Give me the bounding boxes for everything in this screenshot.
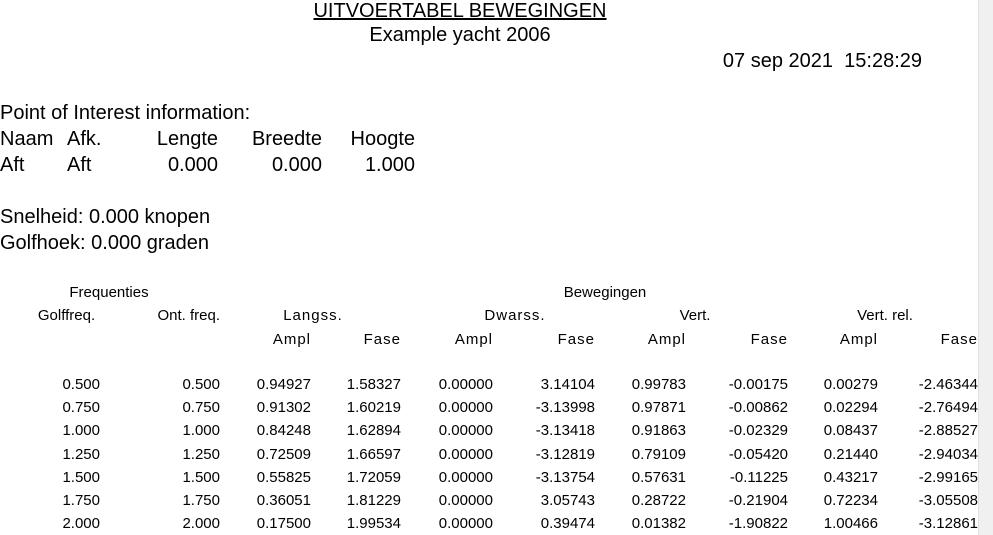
col-golffreq: Golffreq. bbox=[37, 307, 96, 324]
cell-dwarss-fase: -3.13754 bbox=[535, 469, 595, 486]
cell-golffreq: 0.750 bbox=[62, 399, 100, 416]
cell-golffreq: 0.500 bbox=[62, 376, 100, 393]
poi-breedte-value: 0.000 bbox=[271, 154, 322, 176]
cell-golffreq: 1.750 bbox=[62, 492, 100, 509]
cell-langss-ampl: 0.55825 bbox=[256, 469, 311, 486]
cell-vert-fase: -1.90822 bbox=[728, 515, 788, 532]
cell-vert-ampl: 0.97871 bbox=[631, 399, 686, 416]
cell-dwarss-fase: -3.13418 bbox=[535, 422, 595, 439]
cell-dwarss-fase: 3.14104 bbox=[540, 376, 595, 393]
sub-header-vertrel-ampl: Ampl bbox=[839, 331, 878, 348]
sub-header-dwarss-ampl: Ampl bbox=[454, 331, 493, 348]
report-datetime bbox=[723, 50, 922, 73]
cell-ontfreq: 1.250 bbox=[182, 446, 220, 463]
cell-dwarss-ampl: 0.00000 bbox=[438, 446, 493, 463]
sub-header-langss-fase: Fase bbox=[363, 331, 401, 348]
cell-vert-fase: -0.00175 bbox=[728, 376, 788, 393]
cell-vertrel-fase: -2.99165 bbox=[918, 469, 978, 486]
cell-vertrel-fase: -2.76494 bbox=[918, 399, 978, 416]
cell-golffreq: 2.000 bbox=[62, 515, 100, 532]
cell-dwarss-fase: -3.13998 bbox=[535, 399, 595, 416]
cell-vertrel-ampl: 1.00466 bbox=[823, 515, 878, 532]
cell-dwarss-fase: 3.05743 bbox=[540, 492, 595, 509]
cell-vertrel-fase: -2.94034 bbox=[918, 446, 978, 463]
cell-vertrel-fase: -3.05508 bbox=[918, 492, 978, 509]
cell-golffreq: 1.250 bbox=[62, 446, 100, 463]
cell-vertrel-fase: -2.88527 bbox=[918, 422, 978, 439]
vertical-scrollbar[interactable] bbox=[978, 0, 993, 535]
cell-vert-ampl: 0.79109 bbox=[631, 446, 686, 463]
cell-vert-fase: -0.21904 bbox=[728, 492, 788, 509]
report-time: 15:28:29 bbox=[844, 50, 922, 72]
cell-ontfreq: 0.750 bbox=[182, 399, 220, 416]
cell-vert-ampl: 0.01382 bbox=[631, 515, 686, 532]
poi-col-naam: Naam bbox=[0, 128, 54, 150]
poi-afk-value: Aft bbox=[67, 154, 92, 176]
cell-langss-ampl: 0.94927 bbox=[256, 376, 311, 393]
col-ontfreq: Ont. freq. bbox=[157, 307, 220, 324]
cell-vertrel-ampl: 0.43217 bbox=[823, 469, 878, 486]
poi-heading: Point of Interest information: bbox=[0, 102, 251, 124]
cell-dwarss-fase: 0.39474 bbox=[540, 515, 595, 532]
poi-col-afk: Afk. bbox=[67, 128, 102, 150]
cell-vert-ampl: 0.91863 bbox=[631, 422, 686, 439]
col-langss: Langss. bbox=[283, 307, 343, 324]
cell-golffreq: 1.500 bbox=[62, 469, 100, 486]
cell-vertrel-fase: -3.12861 bbox=[918, 515, 978, 532]
poi-lengte-value: 0.000 bbox=[167, 154, 218, 176]
wave-angle-line: Golfhoek: 0.000 graden bbox=[0, 232, 210, 254]
sub-header-vertrel-fase: Fase bbox=[940, 331, 978, 348]
cell-golffreq: 1.000 bbox=[62, 422, 100, 439]
report-subtitle: Example yacht 2006 bbox=[369, 24, 551, 46]
poi-col-breedte: Breedte bbox=[251, 128, 322, 150]
cell-vertrel-fase: -2.46344 bbox=[918, 376, 978, 393]
cell-dwarss-ampl: 0.00000 bbox=[438, 492, 493, 509]
poi-naam-value: Aft bbox=[0, 154, 25, 176]
cell-langss-fase: 1.58327 bbox=[346, 376, 401, 393]
cell-ontfreq: 1.000 bbox=[182, 422, 220, 439]
cell-langss-fase: 1.62894 bbox=[346, 422, 401, 439]
cell-langss-ampl: 0.84248 bbox=[256, 422, 311, 439]
cell-vert-fase: -0.00862 bbox=[728, 399, 788, 416]
poi-hoogte-value: 1.000 bbox=[364, 154, 415, 176]
cell-vert-ampl: 0.99783 bbox=[631, 376, 686, 393]
poi-col-lengte: Lengte bbox=[156, 128, 218, 150]
cell-vertrel-ampl: 0.21440 bbox=[823, 446, 878, 463]
cell-vert-fase: -0.02329 bbox=[728, 422, 788, 439]
poi-col-hoogte: Hoogte bbox=[350, 128, 415, 150]
cell-langss-fase: 1.81229 bbox=[346, 492, 401, 509]
sub-header-langss-ampl: Ampl bbox=[272, 331, 311, 348]
cell-ontfreq: 2.000 bbox=[182, 515, 220, 532]
cell-vert-fase: -0.05420 bbox=[728, 446, 788, 463]
report-date: 07 sep 2021 bbox=[722, 50, 834, 72]
col-dwarss: Dwarss. bbox=[484, 307, 546, 324]
cell-dwarss-ampl: 0.00000 bbox=[438, 469, 493, 486]
cell-ontfreq: 0.500 bbox=[182, 376, 220, 393]
col-vert-rel: Vert. rel. bbox=[857, 307, 913, 324]
cell-dwarss-ampl: 0.00000 bbox=[438, 515, 493, 532]
speed-line: Snelheid: 0.000 knopen bbox=[0, 206, 211, 228]
cell-vert-ampl: 0.57631 bbox=[631, 469, 686, 486]
cell-langss-ampl: 0.72509 bbox=[256, 446, 311, 463]
cell-ontfreq: 1.750 bbox=[182, 492, 220, 509]
cell-langss-fase: 1.99534 bbox=[346, 515, 401, 532]
cell-vertrel-ampl: 0.02294 bbox=[823, 399, 878, 416]
cell-dwarss-ampl: 0.00000 bbox=[438, 422, 493, 439]
cell-langss-fase: 1.72059 bbox=[346, 469, 401, 486]
cell-vert-fase: -0.11225 bbox=[729, 469, 788, 486]
cell-langss-ampl: 0.91302 bbox=[256, 399, 311, 416]
cell-ontfreq: 1.500 bbox=[182, 469, 220, 486]
cell-vert-ampl: 0.28722 bbox=[631, 492, 686, 509]
cell-dwarss-fase: -3.12819 bbox=[535, 446, 595, 463]
cell-langss-fase: 1.60219 bbox=[346, 399, 401, 416]
cell-langss-ampl: 0.17500 bbox=[256, 515, 311, 532]
cell-langss-ampl: 0.36051 bbox=[256, 492, 311, 509]
cell-dwarss-ampl: 0.00000 bbox=[438, 399, 493, 416]
cell-vertrel-ampl: 0.00279 bbox=[823, 376, 878, 393]
col-vert: Vert. bbox=[679, 307, 711, 324]
cell-dwarss-ampl: 0.00000 bbox=[438, 376, 493, 393]
report-title: UITVOERTABEL BEWEGINGEN bbox=[313, 0, 607, 22]
group-frequencies: Frequenties bbox=[69, 284, 149, 301]
cell-langss-fase: 1.66597 bbox=[346, 446, 401, 463]
sub-header-vert-ampl: Ampl bbox=[647, 331, 686, 348]
cell-vertrel-ampl: 0.72234 bbox=[823, 492, 878, 509]
cell-vertrel-ampl: 0.08437 bbox=[823, 422, 878, 439]
group-motions: Bewegingen bbox=[563, 284, 647, 301]
sub-header-vert-fase: Fase bbox=[750, 331, 788, 348]
sub-header-dwarss-fase: Fase bbox=[557, 331, 595, 348]
